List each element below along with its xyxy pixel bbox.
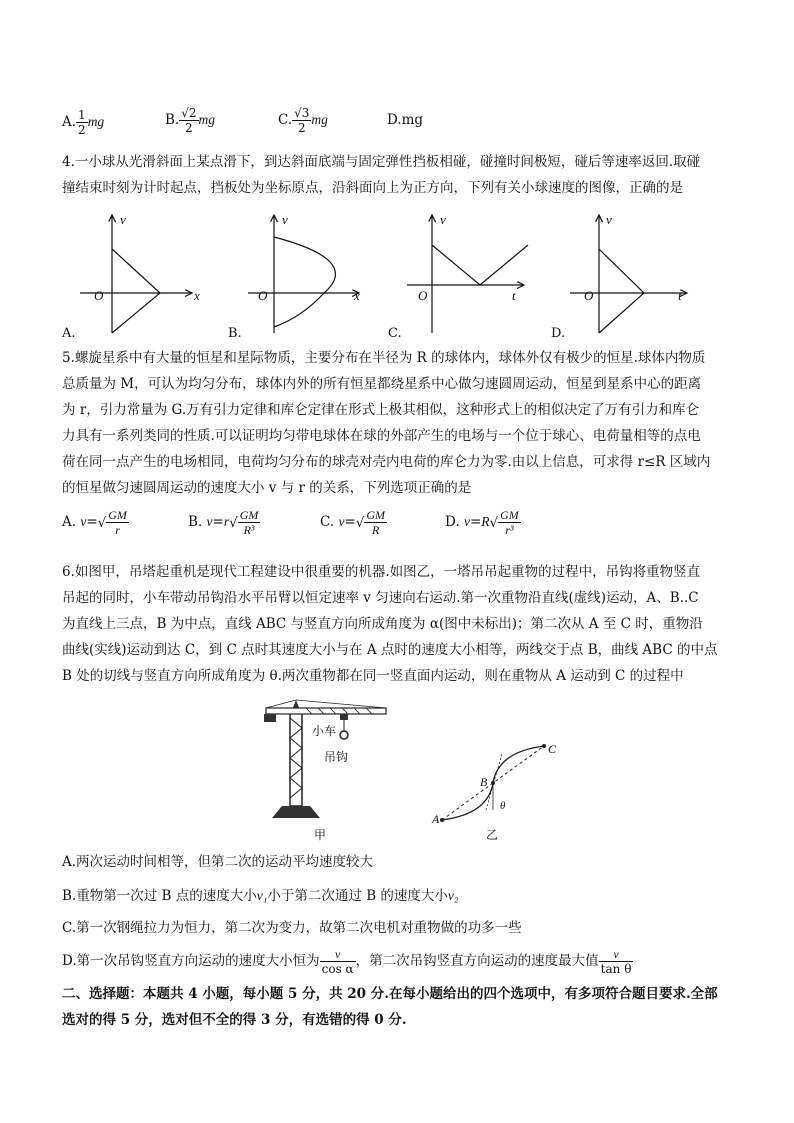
- q4-b-label: B.: [228, 326, 242, 341]
- fig-yi-c: C: [548, 742, 557, 756]
- q4-d-label: D.: [551, 326, 566, 341]
- q6-stem-line4: 曲线(实线)运动到达 C，到 C 点时其速度大小与在 A 点时的速度大小相等，两线交于点 B，曲线 ABC 的中点: [62, 642, 718, 658]
- path-figure: [430, 740, 560, 830]
- q4-graph-c: [407, 215, 528, 333]
- q6-stem-line2: 吊起的同时，小车带动吊钩沿水平吊臂以恒定速率 v 匀速向右运动.第一次重物沿直线(虚线)运动，A、B..C: [62, 590, 699, 606]
- q4-d-curve: [599, 249, 644, 333]
- q3-option-b: B. $\frac{√2}{2}$ mg: [165, 106, 215, 135]
- fig-jia-caption: 甲: [314, 828, 327, 842]
- q4-b-v-label: v: [282, 212, 288, 227]
- q6-stem-line5: B 处的切线与竖直方向所成角度为 θ.两次重物都在同一竖直面内运动，则在重物从 A 运动到 C 的过程中: [62, 668, 684, 684]
- q3-option-d: D.mg: [387, 112, 424, 128]
- fig-yi-a: A: [432, 812, 440, 826]
- q4-d-origin: O: [584, 288, 594, 303]
- q5-stem-line5: 荷在同一点产生的电场相同，电荷均匀分布的球壳对壳内电荷的库仑力为零.由以上信息，可求得 r≤R 区域内: [62, 454, 711, 470]
- q4-graphs: [62, 205, 732, 345]
- q6-option-c: C.第一次钢绳拉力为恒力，第二次为变力，故第二次电机对重物做的功多一些: [62, 920, 522, 936]
- crane-cart-label: 小车: [312, 724, 337, 738]
- q4-a-x-label: x: [194, 288, 200, 303]
- crane-hook: [340, 731, 348, 739]
- q5-stem-line3: 为 r，引力常量为 G.万有引力定律和库仑定律在形式上极其相似，这种形式上的相似决定了万有引力和库仑: [62, 402, 700, 418]
- q4-graph-b: [248, 215, 359, 333]
- q4-stem-line2: 撞结束时刻为计时起点，挡板处为坐标原点，沿斜面向上为正方向，下列有关小球速度的图像，正确的是: [62, 180, 683, 196]
- q5-stem-line4: 力具有一系列类同的性质.可以证明均匀带电球体在球的外部产生的电场与一个位于球心、电荷量相等的点电: [62, 428, 701, 444]
- fig-yi-theta: θ: [500, 800, 506, 812]
- q6-stem-line1: 6.如图甲，吊塔起重机是现代工程建设中很重要的机器.如图乙，一塔吊吊起重物的过程中，吊钩将重物竖直: [62, 564, 701, 580]
- q4-a-label: A.: [62, 326, 76, 341]
- point-b: [491, 781, 495, 785]
- q5-option-d: D. v=R√ $\frac{GM}{\text{r³}}$: [445, 508, 519, 537]
- q4-c-x-label: t: [512, 288, 516, 303]
- section2-line2: 选对的得 5 分，选对但不全的得 3 分，有选错的得 0 分.: [62, 1012, 407, 1028]
- q5-option-b: B. v=r√ $\frac{GM}{\text{R³}}$: [188, 508, 259, 537]
- q4-a-origin: O: [94, 288, 104, 303]
- q4-d-x-label: t: [678, 288, 682, 303]
- q5-stem-line2: 总质量为 M，可认为均匀分布，球体内外的所有恒星都绕星系中心做匀速圆周运动，恒星到星系中心的距离: [62, 376, 702, 392]
- q4-b-origin: O: [258, 288, 268, 303]
- q3-option-a: A. $\frac{1}{2}$ mg: [62, 108, 105, 137]
- q4-c-origin: O: [418, 288, 428, 303]
- fig-yi-b: B: [480, 775, 488, 789]
- q4-d-v-label: v: [606, 212, 612, 227]
- q4-stem-line1: 4.一小球从光滑斜面上某点滑下，到达斜面底端与固定弹性挡板相碰，碰撞时间极短，碰后等速率返回.取碰: [62, 154, 701, 170]
- q6-option-d: D.第一次吊钩竖直方向运动的速度大小恒为 $\frac{v}{\text{cos α}}$ ，第二次吊钩竖直方向运动的速度最大值 $\frac{v}{\text{tan θ}}$: [62, 947, 632, 976]
- q3-option-c: C. $\frac{√3}{2}$ mg: [278, 106, 328, 135]
- point-a: [440, 818, 444, 822]
- q5-option-a: A. v=√ $\frac{GM}{r}$: [62, 508, 127, 537]
- point-c: [542, 744, 546, 748]
- q4-graph-a: [80, 215, 192, 333]
- q5-stem-line6: 的恒星做匀速圆周运动的速度大小 v 与 r 的关系，下列选项正确的是: [62, 480, 472, 496]
- q6-option-a: A.两次运动时间相等，但第二次的运动平均速度较大: [62, 854, 374, 870]
- section2-line1: 二、选择题：本题共 4 小题，每小题 5 分，共 20 分.在每小题给出的四个选项中，有多项符合题目要求.全部: [62, 986, 718, 1002]
- q4-b-x-label: x: [354, 288, 360, 303]
- q4-c-v-label: v: [440, 212, 446, 227]
- q4-a-curve: [112, 249, 160, 333]
- q5-stem-line1: 5.螺旋星系中有大量的恒星和星际物质，主要分布在半径为 R 的球体内，球体外仅有极少的恒星.球体内物质: [62, 350, 706, 366]
- q5-option-c: C. v=√ $\frac{GM}{R}$: [320, 508, 386, 537]
- crane-cart: [340, 714, 348, 720]
- fig-yi-caption: 乙: [486, 828, 499, 842]
- q4-a-v-label: v: [120, 212, 126, 227]
- crane-hook-label: 吊钩: [324, 750, 349, 764]
- q6-stem-line3: 为直线上三点，B 为中点，直线 ABC 与竖直方向所成角度为 α(图中未标出)；第二次从 A 至 C 时，重物沿: [62, 616, 703, 632]
- q4-c-label: C.: [388, 326, 402, 341]
- q4-graph-d: [570, 215, 687, 333]
- q6-option-b: B.重物第一次过 B 点的速度大小v₁小于第二次通过 B 的速度大小v₂: [62, 888, 459, 904]
- q4-c-curve: [432, 245, 528, 285]
- q4-b-curve: [274, 237, 335, 327]
